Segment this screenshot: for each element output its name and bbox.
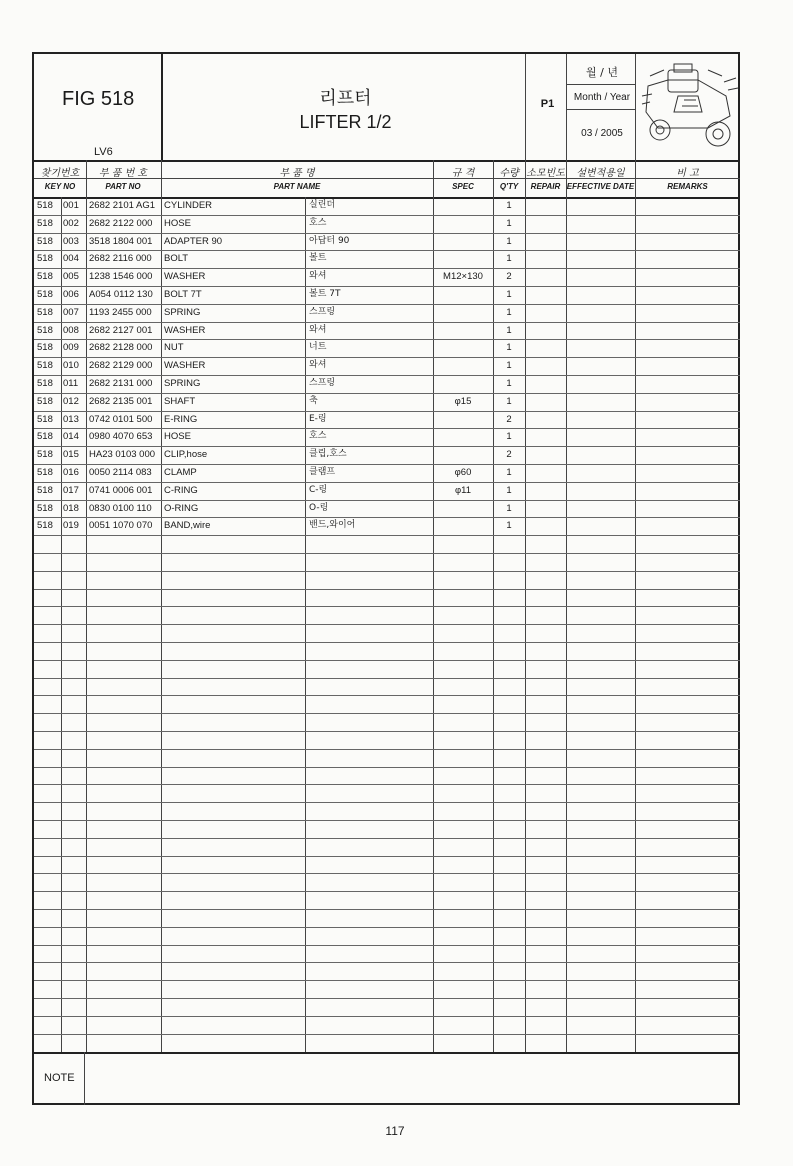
cell-part-name-english: O-RING [164, 502, 199, 514]
cell-qty: 1 [506, 289, 512, 300]
column-header-remarks-korean: 비 고 [676, 168, 699, 179]
cell-key-no: 015 [63, 449, 79, 461]
cell-part-name-korean: 스프링 [309, 306, 336, 317]
row-divider [34, 962, 740, 963]
cell-part-no: 2682 2131 000 [89, 378, 153, 389]
cell-qty: 1 [506, 520, 512, 532]
cell-figure: 518 [37, 431, 53, 443]
cell-part-name-english: CLAMP [164, 467, 197, 478]
cell-part-name-korean: 호스 [309, 431, 327, 442]
row-divider [34, 731, 740, 732]
cell-qty: 1 [506, 200, 512, 211]
row-divider [34, 695, 740, 696]
month-year-label-korean: 월 / 년 [586, 66, 618, 79]
cell-qty: 2 [506, 413, 512, 425]
column-header-effective-date: EFFECTIVE DATE [566, 182, 635, 191]
cell-part-name-english: SHAFT [164, 395, 196, 407]
cell-spec: φ11 [454, 484, 472, 496]
cell-part-name-korean: 아답터 90 [309, 235, 350, 246]
parts-list-sheet [32, 52, 740, 1105]
cell-spec [433, 339, 493, 356]
cell-spec [433, 446, 493, 463]
row-divider [34, 767, 740, 768]
cell-part-no: 2682 2127 001 [89, 324, 153, 336]
cell-part-name-korean: 밴드,와이어 [309, 520, 356, 531]
cell-part-name-english: ADAPTER 90 [164, 235, 223, 247]
cell-figure: 518 [37, 217, 53, 229]
cell-figure: 518 [37, 467, 53, 478]
cell-figure: 518 [37, 289, 53, 300]
cell-figure: 518 [37, 502, 53, 514]
row-divider [34, 606, 740, 607]
cell-part-name-korean: C-링 [309, 484, 328, 495]
cell-key-no: 002 [63, 217, 79, 229]
cell-key-no: 008 [63, 324, 79, 336]
row-divider [34, 891, 740, 892]
cell-part-name-english: SPRING [164, 306, 201, 318]
row-divider [34, 749, 740, 750]
cell-figure: 518 [37, 235, 53, 247]
cell-part-no: 1193 2455 000 [89, 306, 152, 318]
row-divider [34, 624, 740, 625]
column-header-part-no: PART NO [105, 182, 141, 191]
cell-figure: 518 [37, 449, 53, 461]
page-code: P1 [540, 98, 555, 110]
cell-part-no: 2682 2129 000 [89, 360, 153, 372]
cell-part-name-korean: E-링 [309, 413, 327, 424]
cell-key-no: 007 [63, 306, 79, 318]
cell-qty: 1 [506, 235, 512, 247]
cell-qty: 2 [506, 449, 512, 461]
cell-qty: 1 [506, 324, 512, 336]
cell-key-no: 009 [63, 342, 79, 354]
cell-spec [433, 428, 493, 445]
cell-spec [433, 233, 493, 250]
cell-part-name-korean: 볼트 [309, 253, 327, 264]
cell-part-no: 0741 0006 001 [89, 484, 153, 496]
cell-qty: 1 [506, 253, 512, 265]
cell-part-name-korean: 클립,호스 [309, 449, 347, 460]
cell-part-no: 2682 2101 AG1 [89, 200, 156, 211]
cell-figure: 518 [37, 484, 53, 496]
cell-part-name-korean: 실린더 [309, 200, 336, 210]
column-header-repair-korean: 소모빈도 [526, 168, 565, 179]
row-divider [34, 873, 740, 874]
cell-part-no: 0980 4070 653 [89, 431, 153, 443]
cell-key-no: 011 [63, 378, 79, 389]
tractor-lifter-illustration-icon [638, 56, 740, 160]
cell-part-name-korean: O-링 [309, 502, 329, 513]
title-english: LIFTER 1/2 [299, 112, 392, 132]
month-year-label-english: Month / Year [573, 92, 631, 103]
cell-qty: 1 [506, 395, 512, 407]
cell-key-no: 001 [63, 200, 79, 211]
row-divider [34, 1034, 740, 1035]
cell-part-name-korean: 와셔 [309, 324, 327, 335]
cell-key-no: 013 [63, 413, 79, 425]
cell-part-name-english: CLIP,hose [164, 449, 208, 461]
cell-key-no: 019 [63, 520, 79, 532]
cell-part-name-english: SPRING [164, 378, 201, 389]
column-header-qty: Q'TY [499, 182, 519, 191]
note-label: NOTE [44, 1072, 75, 1084]
cell-part-name-korean: 축 [309, 395, 318, 406]
cell-spec: M12×130 [443, 271, 483, 283]
cell-figure: 518 [37, 360, 53, 372]
row-divider [34, 589, 740, 590]
cell-part-no: 3518 1804 001 [89, 235, 153, 247]
row-divider [34, 553, 740, 554]
column-header-key-no-korean: 찾기번호 [40, 168, 80, 179]
cell-qty: 1 [506, 217, 512, 229]
cell-part-name-korean: 클램프 [309, 467, 336, 477]
cell-part-no: A054 0112 130 [89, 289, 153, 300]
cell-qty: 1 [506, 306, 512, 318]
cell-qty: 1 [506, 342, 512, 354]
row-divider [34, 998, 740, 999]
row-divider [34, 980, 740, 981]
row-divider [34, 784, 740, 785]
column-header-repair: REPAIR [530, 182, 561, 191]
cell-qty: 1 [506, 431, 512, 443]
cell-part-name-english: BOLT [164, 253, 189, 265]
cell-qty: 1 [506, 378, 512, 389]
row-divider [34, 1016, 740, 1017]
cell-key-no: 010 [63, 360, 79, 372]
cell-key-no: 005 [63, 271, 79, 283]
row-divider [34, 642, 740, 643]
row-divider [34, 838, 740, 839]
cell-part-no: 0742 0101 500 [89, 413, 153, 425]
cell-figure: 518 [37, 200, 53, 211]
cell-part-name-korean: 볼트 7T [309, 289, 341, 299]
cell-part-no: 0830 0100 110 [89, 502, 152, 514]
cell-figure: 518 [37, 271, 53, 283]
row-divider [34, 945, 740, 946]
cell-part-name-english: C-RING [164, 484, 198, 496]
cell-figure: 518 [37, 306, 53, 318]
cell-spec [433, 286, 493, 303]
column-header-spec: SPEC [452, 182, 474, 191]
cell-part-no: HA23 0103 000 [89, 449, 156, 461]
cell-part-name-english: CYLINDER [164, 200, 213, 211]
cell-part-name-korean: 스프링 [309, 378, 336, 388]
cell-qty: 1 [506, 360, 512, 372]
page-number: 117 [385, 1124, 405, 1138]
cell-key-no: 016 [63, 467, 79, 478]
cell-figure: 518 [37, 378, 53, 389]
cell-part-name-english: HOSE [164, 431, 191, 443]
row-divider [34, 535, 740, 536]
model-code: LV6 [94, 146, 113, 158]
cell-part-name-english: E-RING [164, 413, 198, 425]
cell-spec [433, 375, 493, 392]
cell-figure: 518 [37, 253, 53, 265]
month-year-value: 03 / 2005 [581, 128, 623, 139]
cell-key-no: 014 [63, 431, 79, 443]
cell-qty: 1 [506, 484, 512, 496]
cell-figure: 518 [37, 395, 53, 407]
column-header-part-name: PART NAME [273, 182, 321, 191]
cell-figure: 518 [37, 413, 53, 425]
column-header-effective-date-korean: 설변적용일 [576, 168, 625, 179]
cell-spec [433, 215, 493, 232]
cell-qty: 2 [506, 271, 512, 283]
cell-key-no: 004 [63, 253, 79, 265]
column-header-part-name-korean: 부 품 명 [279, 168, 315, 179]
cell-part-name-english: HOSE [164, 217, 191, 229]
cell-part-name-korean: 와셔 [309, 360, 327, 371]
column-header-spec-korean: 규 격 [451, 168, 475, 179]
cell-qty: 1 [506, 502, 512, 514]
row-divider [34, 713, 740, 714]
cell-part-no: 2682 2116 000 [89, 253, 152, 265]
row-divider [34, 820, 740, 821]
row-divider [34, 660, 740, 661]
row-divider [34, 571, 740, 572]
cell-spec [433, 197, 493, 214]
cell-figure: 518 [37, 324, 53, 336]
cell-key-no: 017 [63, 484, 79, 496]
cell-part-name-english: NUT [164, 342, 184, 354]
cell-spec [433, 322, 493, 339]
cell-part-name-korean: 너트 [309, 342, 327, 353]
cell-spec [433, 517, 493, 534]
row-divider [34, 802, 740, 803]
cell-part-name-english: WASHER [164, 360, 206, 372]
cell-part-name-korean: 호스 [309, 217, 327, 228]
cell-spec [433, 500, 493, 517]
cell-part-name-english: WASHER [164, 324, 206, 336]
cell-spec: φ60 [454, 467, 472, 478]
cell-part-no: 0051 1070 070 [89, 520, 153, 532]
cell-key-no: 012 [63, 395, 79, 407]
column-header-part-no-korean: 부 품 번 호 [98, 168, 148, 179]
cell-part-name-english: BAND,wire [164, 520, 211, 532]
cell-spec [433, 250, 493, 267]
cell-key-no: 003 [63, 235, 79, 247]
column-header-key-no: KEY NO [44, 182, 76, 191]
cell-spec: φ15 [454, 395, 472, 407]
row-divider [34, 927, 740, 928]
cell-part-name-english: BOLT 7T [164, 289, 202, 300]
title-korean: 리프터 [319, 88, 372, 109]
cell-part-name-korean: 와셔 [309, 271, 327, 282]
cell-part-name-english: WASHER [164, 271, 206, 283]
cell-part-no: 1238 1546 000 [89, 271, 153, 283]
cell-figure: 518 [37, 342, 53, 354]
row-divider [34, 856, 740, 857]
cell-key-no: 006 [63, 289, 79, 300]
figure-number: FIG 518 [62, 88, 135, 110]
cell-spec [433, 357, 493, 374]
cell-part-no: 2682 2122 000 [89, 217, 153, 229]
cell-key-no: 018 [63, 502, 79, 514]
cell-spec [433, 411, 493, 428]
cell-part-no: 2682 2128 000 [89, 342, 153, 354]
cell-part-no: 2682 2135 001 [89, 395, 153, 407]
cell-spec [433, 304, 493, 321]
row-divider [34, 909, 740, 910]
cell-qty: 1 [506, 467, 512, 478]
cell-figure: 518 [37, 520, 53, 532]
column-header-remarks: REMARKS [667, 182, 708, 191]
row-divider [34, 678, 740, 679]
cell-part-no: 0050 2114 083 [89, 467, 152, 478]
column-header-qty-korean: 수량 [499, 168, 519, 179]
